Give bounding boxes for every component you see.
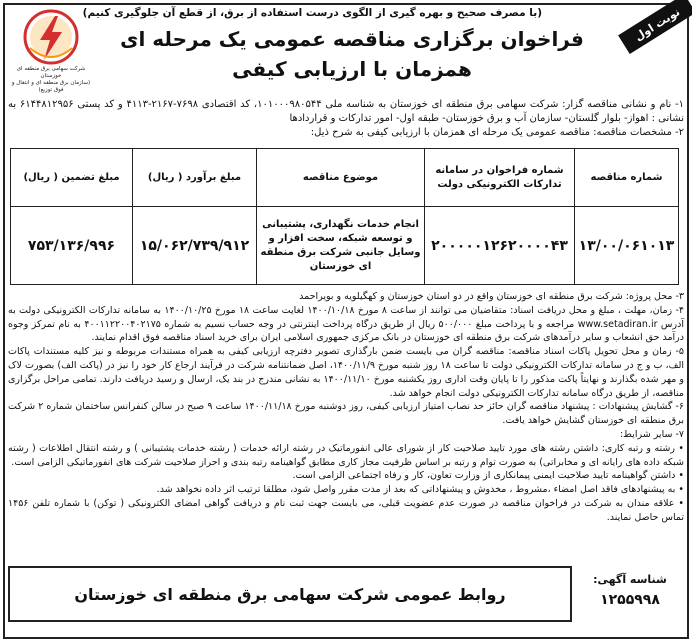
ad-id-block bbox=[580, 570, 680, 610]
guarantee-amount: ۷۵۳/۱۳۶/۹۹۶ bbox=[11, 207, 133, 285]
list-item: • علاقه مندان به شرکت در فراخوان مناقصه در صورت عدم عضویت قبلی، می بایست جهت ثبت نام و دریافت گواهی امضای الکترونیکی ( توکن) با شماره تلفن ۱۴۵۶ تماس حاصل نمایند. bbox=[8, 497, 684, 523]
document-purchase: ۴- زمان، مهلت ، مبلغ و محل دریافت اسناد: متقاضیان می توانند از ساعت ۸ مورخ ۱۴۰۰/۱۰/۱۸ لغایت ساعت ۱۸ مورخ ۱۴۰۰/۱۰/۲۵ به سامانه تدارکات الکترونیکی دولت به آدرس www.setadiran.ir مراجعه و با پرداخت مبلغ ۵۰۰/۰۰۰ ریال از طریق درگاه پرداخت اینترنتی در وجه حساب نسیم به شماره ۴۰۰۱۱۲۲۰۰۴۰۲۱۷۵ به نام تمرکز وجوه درآمد حق انشعاب و سایر درآمدهای شرکت برق منطقه ای خوزستان در بانک مرکزی جمهوری اسلامی ایران برای خرید اسناد مناقصه فوق اقدام نمایند. bbox=[8, 304, 684, 344]
bid-submission: ۵- زمان و محل تحویل پاکات اسناد مناقصه: مناقصه گران می بایست ضمن بارگذاری تصویر دفترچه ارزیابی کیفی به همراه مستندات مربوطه و نیز کلیه مستندات پاکات الف، ب و ج در سامانه تدارکات الکترونیکی دولت تا ساعت ۱۸ روز شنبه مورخ ۱۴۰۰/۱۱/۹، اصل ضمانتنامه شرکت در فرآیند ارجاع کار خود را نیز در (پاکت الف) بصورت لاک و مهر شده بگذارند و نهایتاً پاکت مذکور را تا پایان وقت اداری روز یکشنبه مورخ ۱۴۰۰/۱۱/۱۰ به نشانی مندرج در بند یک، ارسال و رسید دریافت دارند. تمامی مراحل برگزاری مناقصه، از طریق درگاه سامانه تدارکات الکترونیکی دولت انجام خواهد شد. bbox=[8, 346, 684, 399]
estimate-amount: ۱۵/۰۶۲/۷۳۹/۹۱۲ bbox=[133, 207, 257, 285]
intro-section bbox=[8, 98, 684, 140]
title-line-1: فراخوان برگزاری مناقصه عمومی یک مرحله ای bbox=[120, 27, 584, 51]
logo-caption-sub: (سازمان برق منطقه ای و انتقال و فوق توزیع) bbox=[11, 80, 91, 93]
page-title bbox=[102, 24, 602, 84]
tender-table bbox=[10, 148, 679, 285]
ad-id-number: ۱۲۵۵۹۹۸ bbox=[600, 592, 660, 608]
tender-spec-heading: ۲- مشخصات مناقصه: مناقصه عمومی یک مرحله ای همزمان با ارزیابی کیفی به شرح ذیل: bbox=[310, 127, 684, 138]
public-relations-box: روابط عمومی شرکت سهامی برق منطقه ای خوزستان bbox=[8, 566, 572, 622]
table-header-row bbox=[11, 149, 679, 207]
organizer-info: ۱- نام و نشانی مناقصه گزار: شرکت سهامی برق منطقه ای خوزستان به شناسه ملی ۱۰۱۰۰۰۹۸۰۵۴۴، کد اقتصادی ۷۶۹۸-۲۱۶۷-۴۱۱۳ و کد پستی ۶۱۴۴۸۱۲۹۵۶ به نشانی : اهواز- بلوار گلستان- سازمان آب و برق خوزستان- طبقه اول- امور تدارکات و قراردادها bbox=[8, 99, 684, 124]
title-line-2: همزمان با ارزیابی کیفی bbox=[232, 57, 472, 81]
other-conditions-heading: ۷- سایر شرایط: bbox=[619, 428, 684, 440]
footer bbox=[8, 566, 684, 628]
list-item: • رشته و رتبه کاری: داشتن رشته های مورد تایید صلاحیت کار از شورای عالی انفورماتیک در رشته ارائه خدمات ( رشته خدمات پشتیبانی ) و رشته انتقال اطلاعات ( رشته شبکه داده های رایانه ای و مخابراتی) به صورت توام و رتبه بر اساس ظرفیت مجاز کاری مطابق گواهینامه رتبه بندی و احراز صلاحیت شرکت های انفورماتیکی الزامی است. bbox=[8, 442, 684, 468]
tender-subject: انجام خدمات نگهداری، پشتیبانی و توسعه شبکه، سخت افزار و وسایل جانبی شرکت برق منطقه ای خوزستان bbox=[257, 207, 425, 285]
col-estimate: مبلغ برآورد ( ریال) bbox=[133, 149, 257, 207]
conditions-section bbox=[8, 290, 684, 525]
lightning-logo-icon bbox=[22, 8, 80, 66]
col-guarantee: مبلغ تضمین ( ریال) bbox=[11, 149, 133, 207]
logo-caption: شرکت سهامی برق منطقه ای خوزستان bbox=[16, 66, 86, 79]
first-publication-ribbon: نوبت اول bbox=[618, 0, 692, 54]
list-item: • داشتن گواهینامه تایید صلاحیت ایمنی پیمانکاری از وزارت تعاون، کار و رفاه اجتماعی الزامی است. bbox=[292, 470, 684, 482]
project-location: ۳- محل پروژه: شرکت برق منطقه ای خوزستان واقع در دو استان خوزستان و کهگیلویه و بویراحمد bbox=[299, 291, 684, 302]
tender-number: ۱۳/۰۰/۰۶۱۰۱۳ bbox=[575, 207, 679, 285]
ad-id-label: شناسه آگهی: bbox=[593, 573, 667, 586]
list-item: • به پیشنهادهای فاقد اصل امضاء ،مشروط ، مخدوش و پیشنهاداتی که بعد از مدت مقرر واصل شود، مطلقا ترتیب اثر داده نخواهد شد. bbox=[156, 484, 684, 496]
col-subject: موضوع مناقصه bbox=[257, 149, 425, 207]
col-call-number: شماره فراخوان در سامانه تدارکات الکترونیکی دولت bbox=[425, 149, 575, 207]
call-number: ۲۰۰۰۰۰۱۲۶۲۰۰۰۰۴۳ bbox=[425, 207, 575, 285]
slogan-text: (با مصرف صحیح و بهره گیری از الگوی درست استفاده از برق، از قطع آن جلوگیری کنیم) bbox=[82, 7, 542, 19]
table-row bbox=[11, 207, 679, 285]
bid-opening: ۶- گشایش پیشنهادات : پیشنهاد مناقصه گران حائز حد نصاب امتیاز ارزیابی کیفی، روز دوشنبه مورخ ۱۴۰۰/۱۱/۱۸ ساعت ۹ صبح در سالن کنفرانس ساختمان شماره ۲ شرکت برق منطقه ای خوزستان گشایش خواهد یافت. bbox=[8, 401, 684, 427]
notice-header bbox=[0, 0, 692, 96]
col-tender-number: شماره مناقصه bbox=[575, 149, 679, 207]
company-logo bbox=[8, 8, 94, 92]
